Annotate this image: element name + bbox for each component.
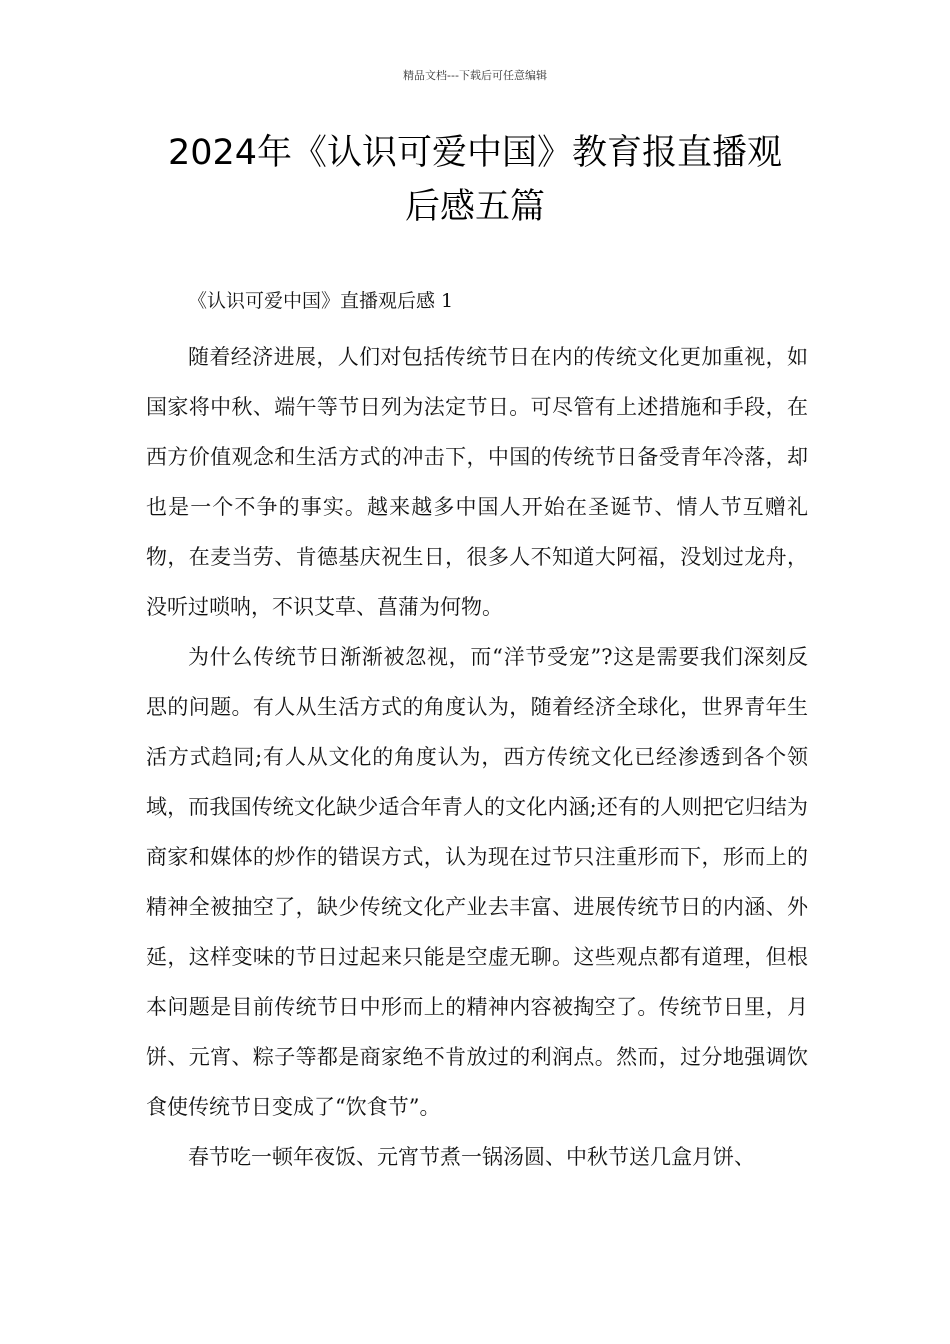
title-line-1: 2024年《认识可爱中国》教育报直播观 bbox=[167, 133, 783, 173]
document-body bbox=[146, 332, 808, 1182]
document-title bbox=[120, 126, 830, 234]
paragraph: 为什么传统节日渐渐被忽视，而“洋节受宠”?这是需要我们深刻反思的问题。有人从生活方式的角度认为，随着经济全球化，世界青年生活方式趋同;有人从文化的角度认为，西方传统文化已经渗透到各个领域，而我国传统文化缺少适合年青人的文化内涵;还有的人则把它归结为商家和媒体的炒作的错误方式，认为现在过节只注重形而下，形而上的精神全被抽空了，缺少传统文化产业去丰富、进展传统节日的内涵、外延，这样变味的节日过起来只能是空虚无聊。这些观点都有道理，但根本问题是目前传统节日中形而上的精神内容被掏空了。传统节日里，月饼、元宵、粽子等都是商家绝不肯放过的利润点。然而，过分地强调饮食使传统节日变成了“饮食节”。 bbox=[146, 645, 808, 1119]
header-note: 精品文档---下载后可任意编辑 bbox=[403, 69, 547, 82]
paragraph: 随着经济进展，人们对包括传统节日在内的传统文化更加重视，如国家将中秋、端午等节日列为法定节日。可尽管有上述措施和手段，在西方价值观念和生活方式的冲击下，中国的传统节日备受青年冷落，却也是一个不争的事实。越来越多中国人开始在圣诞节、情人节互赠礼物，在麦当劳、肯德基庆祝生日，很多人不知道大阿福，没划过龙舟，没听过唢呐，不识艾草、菖蒲为何物。 bbox=[146, 345, 808, 619]
title-line-2: 后感五篇 bbox=[404, 187, 545, 227]
section-heading: 《认识可爱中国》直播观后感 1 bbox=[188, 290, 454, 312]
paragraph: 春节吃一顿年夜饭、元宵节煮一锅汤圆、中秋节送几盒月饼、 bbox=[188, 1145, 755, 1169]
